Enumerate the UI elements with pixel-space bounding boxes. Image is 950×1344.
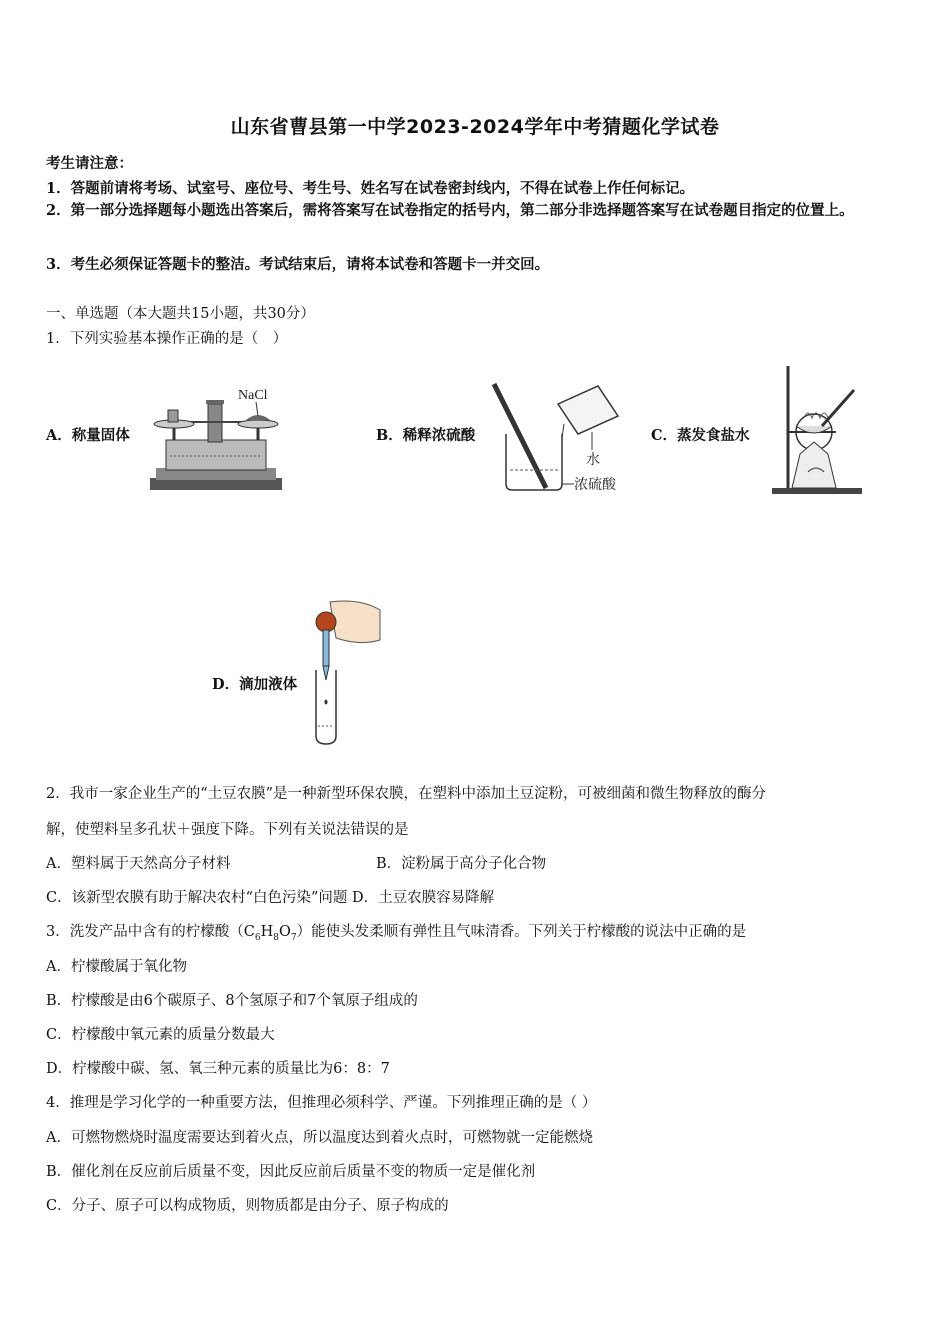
q3-o: O — [278, 924, 291, 940]
q4-option-a: A．可燃物燃烧时温度需要达到着火点，所以温度达到着火点时，可燃物就一定能燃烧 — [46, 1130, 593, 1146]
q2-option-cd: C．该新型农膜有助于解决农村“白色污染”问题 D．土豆农膜容易降解 — [46, 890, 495, 906]
q2-stem-line-1: 2．我市一家企业生产的“土豆农膜”是一种新型环保农膜，在塑料中添加土豆淀粉，可被细菌和微生物释放的酶分 — [46, 786, 767, 802]
notice-item-1: 1．答题前请将考场、试室号、座位号、考生号、姓名写在试卷密封线内，不得在试卷上作任何标记。 — [46, 180, 695, 197]
page-title: 山东省曹县第一中学2023-2024学年中考猜题化学试卷 — [230, 116, 720, 138]
q3-sub-8: 8 — [273, 932, 279, 943]
section-heading: 一、单选题（本大题共15小题，共30分） — [46, 306, 315, 322]
q1-option-d: D．滴加液体 — [212, 676, 298, 693]
q3-option-a: A．柠檬酸属于氧化物 — [46, 959, 187, 975]
nacl-label: NaCl — [238, 388, 268, 403]
q3-option-b: B．柠檬酸是由6个碳原子、8个氢原子和7个氧原子组成的 — [46, 993, 418, 1009]
q4-option-c: C．分子、原子可以构成物质，则物质都是由分子、原子构成的 — [46, 1198, 449, 1214]
q3-stem-post: ）能使头发柔顺有弹性且气味清香。下列关于柠檬酸的说法中正确的是 — [296, 924, 747, 940]
q3-sub-7: 7 — [290, 932, 297, 943]
q4-stem: 4．推理是学习化学的一种重要方法，但推理必须科学、严谨。下列推理正确的是（ ） — [46, 1095, 597, 1111]
acid-label: 浓硫酸 — [574, 477, 616, 493]
evaporation-figure — [770, 362, 870, 498]
dropper-figure — [300, 598, 384, 748]
q1-option-a: A．称量固体 — [46, 427, 130, 444]
q3-option-c: C．柠檬酸中氧元素的质量分数最大 — [46, 1027, 275, 1043]
notice-item-3: 3．考生必须保证答题卡的整洁。考试结束后，请将本试卷和答题卡一并交回。 — [46, 256, 550, 273]
notice-heading: 考生请注意： — [46, 155, 133, 172]
q3-h: H — [260, 924, 274, 940]
q4-option-b: B．催化剂在反应前后质量不变，因此反应前后质量不变的物质一定是催化剂 — [46, 1164, 536, 1180]
q2-stem-line-2: 解，使塑料呈多孔状＋强度下降。下列有关说法错误的是 — [46, 822, 409, 838]
water-label: 水 — [586, 452, 600, 468]
q3-sub-6: 6 — [254, 932, 261, 943]
dilution-figure — [488, 378, 630, 496]
q3-stem — [46, 920, 746, 943]
q1-stem: 1．下列实验基本操作正确的是（ ） — [46, 331, 288, 347]
q3-option-d: D．柠檬酸中碳、氢、氧三种元素的质量比为6：8：7 — [46, 1061, 390, 1077]
q1-option-b: B．稀释浓硫酸 — [376, 427, 476, 444]
notice-item-2: 2．第一部分选择题每小题选出答案后，需将答案写在试卷指定的括号内，第二部分非选择题答案写在试卷题目指定的位置上。 — [46, 202, 854, 219]
q1-option-c: C．蒸发食盐水 — [651, 427, 750, 444]
q2-option-b: B．淀粉属于高分子化合物 — [376, 856, 547, 872]
balance-figure — [146, 382, 286, 494]
q3-stem-pre: 3．洗发产品中含有的柠檬酸（C — [46, 924, 255, 940]
q2-option-a: A．塑料属于天然高分子材料 — [46, 856, 231, 872]
